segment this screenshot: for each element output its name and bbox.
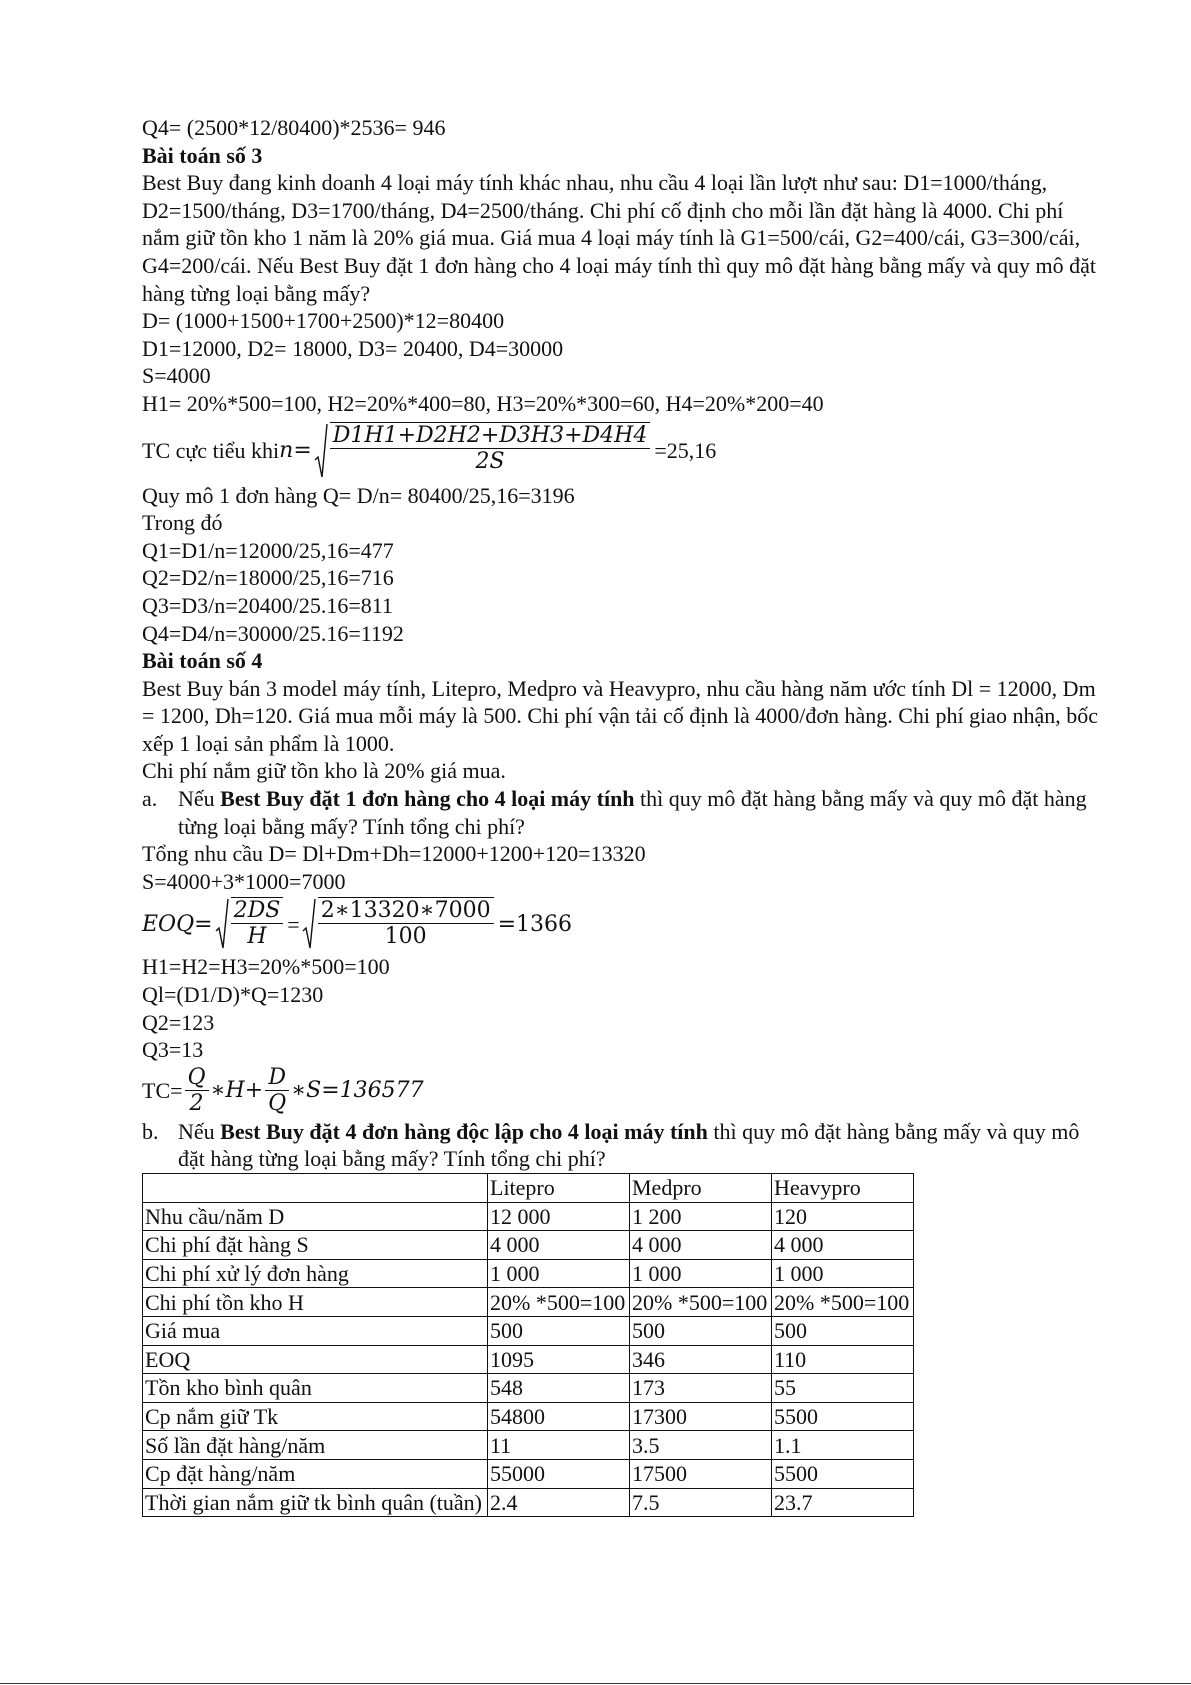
p4-eoq-frac1 [231, 897, 284, 951]
table-cell: 55 [772, 1374, 914, 1403]
p4-eoq-frac1-num: 2DS [231, 898, 284, 924]
p3-after-q2: Q2=D2/n=18000/25,16=716 [142, 565, 394, 591]
table-cell: 2.4 [488, 1488, 630, 1517]
table-cell: 20% *500=100 [630, 1288, 772, 1317]
p4-eoq-eq: = [287, 911, 300, 937]
table-row [143, 1316, 914, 1345]
p4-part-a-pre: Nếu [178, 786, 221, 812]
table-cell: 5500 [772, 1459, 914, 1488]
p3-after-q4: Q4=D4/n=30000/25.16=1192 [142, 620, 404, 646]
table-cell: 1 200 [630, 1202, 772, 1231]
p4-eoq-lhs: EOQ= [142, 911, 213, 937]
table-cell: 1 000 [630, 1259, 772, 1288]
table-cell: Giá mua [143, 1316, 488, 1345]
table-cell: 5500 [772, 1402, 914, 1431]
p4-tc-q-den: 2 [189, 1091, 204, 1117]
p3-after-q1: Q1=D1/n=12000/25,16=477 [142, 537, 394, 563]
p4-a-q1: Ql=(D1/D)*Q=1230 [142, 982, 324, 1008]
table-cell: 55000 [488, 1459, 630, 1488]
p4-a-h: H1=H2=H3=20%*500=100 [142, 954, 390, 980]
p4-part-b-pre: Nếu [178, 1118, 221, 1144]
table-cell: 500 [772, 1316, 914, 1345]
p4-part-a-marker: a. [142, 786, 158, 812]
table-row [143, 1259, 914, 1288]
table-cell: 1.1 [772, 1431, 914, 1460]
table-cell: 17500 [630, 1459, 772, 1488]
table-cell: Cp đặt hàng/năm [143, 1459, 488, 1488]
p4-a-q3: Q3=13 [142, 1037, 204, 1063]
table-cell: 500 [630, 1316, 772, 1345]
table-cell: 3.5 [630, 1431, 772, 1460]
table-cell: EOQ [143, 1345, 488, 1374]
p4-part-a [142, 785, 1102, 840]
table-header-cell: Heavypro [772, 1174, 914, 1203]
prev-q4-line: Q4= (2500*12/80400)*2536= 946 [142, 115, 446, 140]
table-header-cell: Litepro [488, 1174, 630, 1203]
p3-n-result: =25,16 [654, 437, 717, 463]
p3-n-numerator: D1H1+D2H2+D3H3+D4H4 [330, 423, 651, 449]
table-cell: 54800 [488, 1402, 630, 1431]
table-cell: 7.5 [630, 1488, 772, 1517]
page-bottom-rule [0, 1683, 1191, 1684]
table-cell: Thời gian nắm giữ tk bình quân (tuần) [143, 1488, 488, 1517]
p3-after-q: Quy mô 1 đơn hàng Q= D/n= 80400/25,16=3196 [142, 482, 575, 508]
p4-tc-q-num: Q [185, 1065, 209, 1091]
table-cell: 12 000 [488, 1202, 630, 1231]
table-cell: 4 000 [488, 1231, 630, 1260]
p3-n-denominator: 2S [475, 448, 505, 474]
p4-part-b-bold: Best Buy đặt 4 đơn hàng độc lập cho 4 loại máy tính [220, 1118, 708, 1144]
table-cell: 4 000 [630, 1231, 772, 1260]
table-row [143, 1402, 914, 1431]
table-cell: Tồn kho bình quân [143, 1374, 488, 1403]
table-row [143, 1431, 914, 1460]
p3-n-fraction [330, 422, 651, 480]
p4-eoq-frac2-num: 2∗13320∗7000 [318, 898, 494, 924]
table-cell: 23.7 [772, 1488, 914, 1517]
p3-line-di: D1=12000, D2= 18000, D3= 20400, D4=30000 [142, 335, 564, 361]
p4-tc-frac-q [185, 1065, 209, 1116]
problem4-title: Bài toán số 4 [142, 648, 263, 674]
p3-n-var: n= [279, 437, 312, 463]
table-header-cell: Medpro [630, 1174, 772, 1203]
p4-eoq-frac2 [318, 897, 494, 951]
table-cell: 500 [488, 1316, 630, 1345]
p4-tc-formula [142, 1064, 1102, 1118]
p4-tc-d-den: Q [268, 1091, 287, 1117]
p4-part-b-post: thì quy mô đặt hàng bằng mấy và quy mô đặt hàng từng loại bằng mấy? Tính tổng chi phí? [178, 1118, 1080, 1172]
table-cell: Nhu cầu/năm D [143, 1202, 488, 1231]
sqrt-sign-icon [314, 422, 653, 480]
p4-eoq-formula [142, 895, 1102, 953]
p4-tc-end: ∗S=136577 [291, 1078, 424, 1104]
p3-line-s: S=4000 [142, 363, 211, 389]
p3-after-q3: Q3=D3/n=20400/25.16=811 [142, 592, 393, 618]
p4-eoq-frac1-den: H [247, 924, 267, 950]
table-cell: 346 [630, 1345, 772, 1374]
table-cell: Chi phí xử lý đơn hàng [143, 1259, 488, 1288]
page-content [142, 114, 1102, 1517]
p4-part-b [142, 1118, 1102, 1173]
table-row [143, 1374, 914, 1403]
p4-part-a-post: thì quy mô đặt hàng bằng mấy và quy mô đặt hàng từng loại bằng mấy? Tính tổng chi phí? [178, 786, 1087, 839]
p3-line-d: D= (1000+1500+1700+2500)*12=80400 [142, 308, 505, 334]
p4-tc-prefix: TC= [142, 1078, 183, 1104]
table-cell: 1 000 [772, 1259, 914, 1288]
problem4-statement: Best Buy bán 3 model máy tính, Litepro, Medpro và Heavypro, nhu cầu hàng năm ước tính Dl = 12000, Dm = 1200, Dh=120. Giá mua mỗi máy là 500. Chi phí vận tải cố định là 4000/đơn hàng. Chi phí giao nhận, bốc xếp 1 loại sản phẩm là 1000. [142, 675, 1099, 756]
p3-line-h: H1= 20%*500=100, H2=20%*400=80, H3=20%*300=60, H4=20%*200=40 [142, 390, 824, 416]
p4-a-q2: Q2=123 [142, 1009, 215, 1035]
p4-a-s: S=4000+3*1000=7000 [142, 868, 346, 894]
table-cell: Chi phí đặt hàng S [143, 1231, 488, 1260]
sqrt-sign-icon [302, 897, 496, 951]
table-cell: 20% *500=100 [772, 1288, 914, 1317]
table-cell: 11 [488, 1431, 630, 1460]
table-cell: 120 [772, 1202, 914, 1231]
p4-holding-line: Chi phí nắm giữ tồn kho là 20% giá mua. [142, 758, 506, 784]
comparison-table [142, 1173, 914, 1517]
table-cell: Chi phí tồn kho H [143, 1288, 488, 1317]
sqrt-sign-icon [215, 897, 286, 951]
table-row [143, 1288, 914, 1317]
p4-tc-d-num: D [265, 1065, 289, 1091]
table-cell: Cp nắm giữ Tk [143, 1402, 488, 1431]
table-cell: Số lần đặt hàng/năm [143, 1431, 488, 1460]
table-cell: 173 [630, 1374, 772, 1403]
table-header-cell [143, 1174, 488, 1203]
table-cell: 1 000 [488, 1259, 630, 1288]
p3-tc-prefix: TC cực tiểu khi [142, 437, 280, 463]
problem3-title: Bài toán số 3 [142, 142, 263, 168]
table-cell: 4 000 [772, 1231, 914, 1260]
table-header-row [143, 1174, 914, 1203]
p4-eoq-result: =1366 [497, 911, 573, 937]
table-cell: 17300 [630, 1402, 772, 1431]
p4-tc-mid: ∗H+ [210, 1078, 264, 1104]
table-cell: 548 [488, 1374, 630, 1403]
table-row [143, 1202, 914, 1231]
table-cell: 1095 [488, 1345, 630, 1374]
table-row [143, 1231, 914, 1260]
p3-after-trongdo: Trong đó [142, 510, 223, 536]
p3-n-formula [142, 420, 1102, 482]
table-cell: 20% *500=100 [488, 1288, 630, 1317]
p4-eoq-frac2-den: 100 [384, 924, 427, 950]
p4-tc-frac-d [265, 1065, 289, 1116]
table-row [143, 1488, 914, 1517]
p4-a-total-demand: Tổng nhu cầu D= Dl+Dm+Dh=12000+1200+120=13320 [142, 841, 646, 867]
table-row [143, 1345, 914, 1374]
p4-part-a-bold: Best Buy đặt 1 đơn hàng cho 4 loại máy tính [220, 786, 635, 812]
p4-part-b-marker: b. [142, 1118, 159, 1144]
table-row [143, 1459, 914, 1488]
table-cell: 110 [772, 1345, 914, 1374]
problem3-statement: Best Buy đang kinh doanh 4 loại máy tính khác nhau, nhu cầu 4 loại lần lượt như sau: D1=1000/tháng, D2=1500/tháng, D3=1700/tháng, D4=2500/tháng. Chi phí cố định cho mỗi lần đặt hàng là 4000. Chi phí nắm giữ tồn kho 1 năm là 20% giá mua. Giá mua 4 loại máy tính là G1=500/cái, G2=400/cái, G3=300/cái, G4=200/cái. Nếu Best Buy đặt 1 đơn hàng cho 4 loại máy tính thì quy mô đặt hàng bằng mấy và quy mô đặt hàng từng loại bằng mấy? [142, 170, 1096, 306]
